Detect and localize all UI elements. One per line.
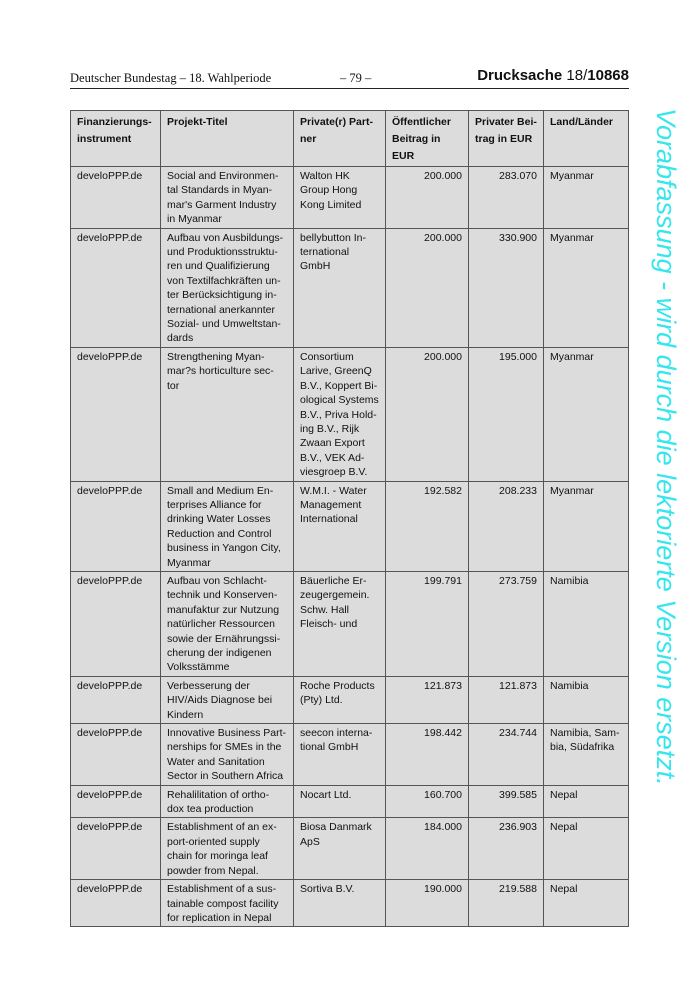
cell-instrument: develoPPP.de [71,880,161,927]
cell-instrument: develoPPP.de [71,228,161,347]
cell-public-contribution: 200.000 [386,347,469,481]
cell-private-partner: Sortiva B.V. [294,880,386,927]
cell-project-title: Verbesserung der HIV/Aids Diagnose bei Kindern [161,676,294,723]
document-label: Drucksache [477,67,563,84]
document-period: 18/ [566,67,588,84]
cell-private-contribution: 283.070 [469,167,544,229]
document-id: 10868 [587,67,629,84]
cell-public-contribution: 184.000 [386,818,469,880]
cell-private-contribution: 330.900 [469,228,544,347]
table-row [71,167,629,229]
cell-public-contribution: 121.873 [386,676,469,723]
cell-project-title: Small and Medium En- terprises Alliance for drinking Water Losses Reduction and Control business in Yangon City, Myanmar [161,481,294,571]
cell-public-contribution: 200.000 [386,228,469,347]
page-number: – 79 – [340,71,372,85]
cell-instrument: develoPPP.de [71,571,161,676]
cell-private-contribution: 121.873 [469,676,544,723]
cell-private-partner: Biosa Danmark ApS [294,818,386,880]
table-row [71,228,629,347]
table-row [71,571,629,676]
cell-private-contribution: 273.759 [469,571,544,676]
cell-private-partner: seecon interna- tional GmbH [294,724,386,786]
table-row [71,785,629,818]
cell-private-partner: Nocart Ltd. [294,785,386,818]
cell-project-title: Establishment of a sus- tainable compost facility for replication in Nepal [161,880,294,927]
cell-instrument: develoPPP.de [71,785,161,818]
cell-public-contribution: 190.000 [386,880,469,927]
cell-public-contribution: 160.700 [386,785,469,818]
cell-project-title: Aufbau von Ausbildungs- und Produktionsstruktu- ren und Qualifizierung von Textilfachkräften un- ter Berücksichtigung in- ternational anerkannter Sozial- und Umweltstan- dards [161,228,294,347]
draft-watermark: Vorabfassung - wird durch die lektorierte Version ersetzt. [651,108,681,786]
col-header-countries: Land/Länder [544,111,629,167]
table-header-row [71,111,629,167]
cell-private-partner: Roche Products (Pty) Ltd. [294,676,386,723]
cell-countries: Myanmar [544,228,629,347]
cell-private-contribution: 208.233 [469,481,544,571]
table-row [71,481,629,571]
cell-public-contribution: 199.791 [386,571,469,676]
col-header-project-title: Projekt-Titel [161,111,294,167]
cell-countries: Myanmar [544,167,629,229]
col-header-public-contribution: Öffentlicher Beitrag in EUR [386,111,469,167]
cell-instrument: develoPPP.de [71,167,161,229]
table-row [71,676,629,723]
cell-countries: Nepal [544,785,629,818]
cell-countries: Myanmar [544,347,629,481]
col-header-private-contribution: Privater Bei- trag in EUR [469,111,544,167]
col-header-private-partner: Private(r) Part- ner [294,111,386,167]
cell-countries: Myanmar [544,481,629,571]
cell-private-contribution: 399.585 [469,785,544,818]
cell-instrument: develoPPP.de [71,676,161,723]
page-header [70,66,629,89]
header-parliament: Deutscher Bundestag – 18. Wahlperiode [70,71,272,85]
cell-public-contribution: 200.000 [386,167,469,229]
cell-project-title: Establishment of an ex- port-oriented supply chain for moringa leaf powder from Nepal. [161,818,294,880]
cell-project-title: Innovative Business Part- nerships for SMEs in the Water and Sanitation Sector in Southern Africa [161,724,294,786]
cell-project-title: Social and Environmen- tal Standards in Myan- mar's Garment Industry in Myanmar [161,167,294,229]
cell-private-contribution: 236.903 [469,818,544,880]
cell-public-contribution: 192.582 [386,481,469,571]
cell-countries: Nepal [544,880,629,927]
cell-private-partner: bellybutton In- ternational GmbH [294,228,386,347]
cell-project-title: Rehalilitation of ortho- dox tea production [161,785,294,818]
cell-instrument: develoPPP.de [71,347,161,481]
cell-private-partner: Bäuerliche Er- zeugergemein. Schw. Hall Fleisch- und [294,571,386,676]
table-row [71,818,629,880]
table-row [71,880,629,927]
cell-countries: Nepal [544,818,629,880]
table-row [71,724,629,786]
cell-instrument: develoPPP.de [71,724,161,786]
cell-project-title: Aufbau von Schlacht- technik und Konserven- manufaktur zur Nutzung natürlicher Ressourcen sowie der Ernährungssi- cherung der indigenen Volksstämme [161,571,294,676]
cell-private-partner: W.M.I. - Water Management International [294,481,386,571]
cell-project-title: Strengthening Myan- mar?s horticulture sec- tor [161,347,294,481]
cell-private-contribution: 234.744 [469,724,544,786]
cell-private-contribution: 219.588 [469,880,544,927]
cell-private-partner: Consortium Larive, GreenQ B.V., Koppert Bi- ological Systems B.V., Priva Hold- ing B.V., Rijk Zwaan Export B.V., VEK Ad- viesgroep B.V. [294,347,386,481]
cell-instrument: develoPPP.de [71,818,161,880]
cell-countries: Namibia [544,571,629,676]
cell-countries: Namibia, Sam- bia, Südafrika [544,724,629,786]
cell-instrument: develoPPP.de [71,481,161,571]
col-header-instrument: Finanzierungs- instrument [71,111,161,167]
cell-private-contribution: 195.000 [469,347,544,481]
document-number [477,67,629,84]
cell-countries: Namibia [544,676,629,723]
project-table [70,110,629,927]
cell-public-contribution: 198.442 [386,724,469,786]
cell-private-partner: Walton HK Group Hong Kong Limited [294,167,386,229]
table-row [71,347,629,481]
